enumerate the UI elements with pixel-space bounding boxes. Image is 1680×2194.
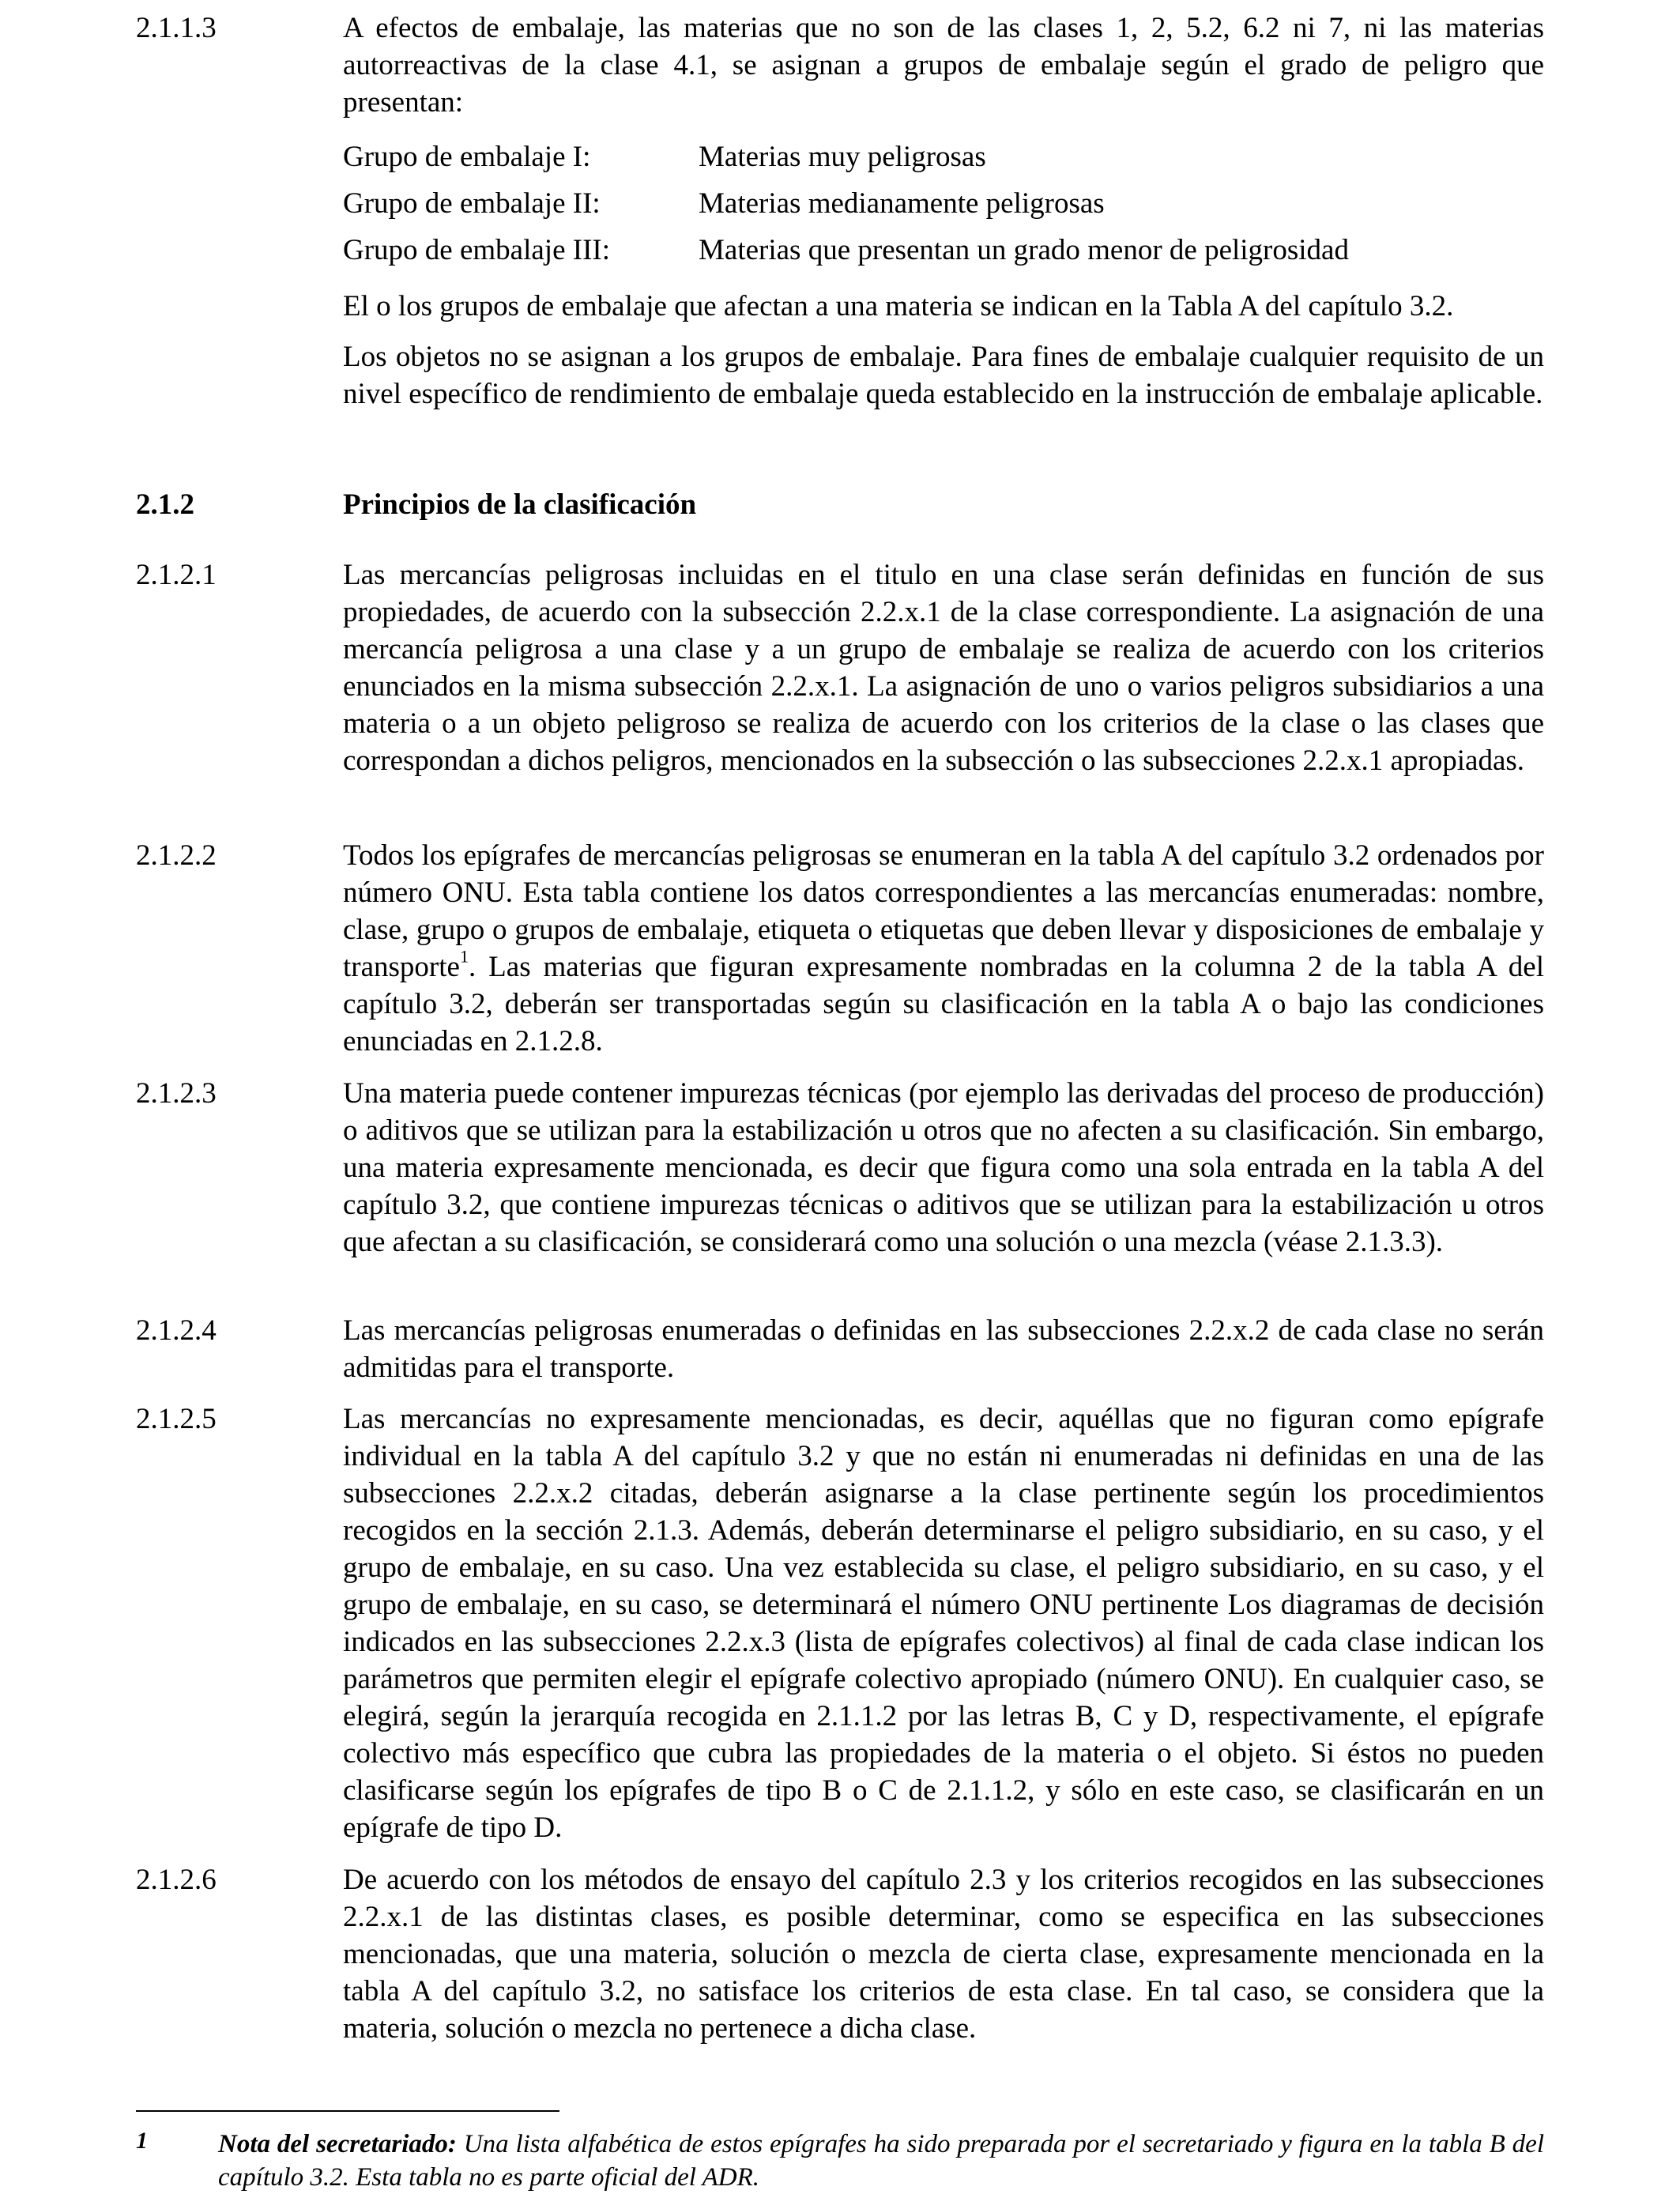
- section-2113-p3: Los objetos no se asignan a los grupos de embalaje. Para fines de embalaje cualquier requisito de un nivel específico de rendimiento de embalaje queda establecido en la instrucción de embalaje aplicable.: [343, 341, 1544, 410]
- packing-group-desc: Materias medianamente peligrosas: [699, 187, 1105, 220]
- footnote-lead: Nota del secretariado:: [218, 2130, 457, 2158]
- section-number-2124: 2.1.2.4: [136, 1314, 217, 1347]
- section-number-2126: 2.1.2.6: [136, 1864, 217, 1896]
- footnote-reference[interactable]: 1: [459, 946, 469, 967]
- footnote-mark: 1: [136, 2128, 148, 2154]
- section-2113-intro: A efectos de embalaje, las materias que no son de las clases 1, 2, 5.2, 6.2 ni 7, ni las materias autorreactivas de la clase 4.1, se asignan a grupos de embalaje según el grado de peligro que presentan:: [343, 12, 1544, 119]
- section-number-2122: 2.1.2.2: [136, 839, 217, 872]
- packing-group-desc: Materias muy peligrosas: [699, 141, 986, 173]
- section-2121-text: Las mercancías peligrosas incluidas en el titulo en una clase serán definidas en función de sus propiedades, de acuerdo con la subsección 2.2.x.1 de la clase correspondiente. La asignación de una mercancía peligrosa a una clase y a un grupo de embalaje se realiza de acuerdo con los criterios enunciados en la misma subsección 2.2.x.1. La asignación de uno o varios peligros subsidiarios a una materia o a un objeto peligroso se realiza de acuerdo con los criterios de la clase o las clases que correspondan a dichos peligros, mencionados en la subsección o las subsecciones 2.2.x.1 apropiadas.: [343, 559, 1544, 777]
- section-number-2121: 2.1.2.1: [136, 559, 217, 591]
- section-212-title: Principios de la clasificación: [343, 488, 697, 521]
- section-2124-text: Las mercancías peligrosas enumeradas o definidas en las subsecciones 2.2.x.2 de cada clase no serán admitidas para el transporte.: [343, 1314, 1544, 1384]
- section-2113-p2: El o los grupos de embalaje que afectan a una materia se indican en la Tabla A del capítulo 3.2.: [343, 290, 1454, 322]
- packing-group-desc: Materias que presentan un grado menor de peligrosidad: [699, 234, 1349, 266]
- section-number-2125: 2.1.2.5: [136, 1403, 217, 1435]
- footnote-text: [218, 2128, 1544, 2194]
- section-number-2113: 2.1.1.3: [136, 12, 217, 44]
- section-2122-text-b: . Las materias que figuran expresamente nombradas en la columna 2 de la tabla A del capítulo 3.2, deberán ser transportadas según su clasificación en la tabla A o bajo las condiciones enunciadas en 2.1.2.8.: [343, 951, 1544, 1057]
- packing-group-label: Grupo de embalaje I:: [343, 141, 591, 173]
- section-number-212: 2.1.2: [136, 488, 194, 521]
- section-2126-text: De acuerdo con los métodos de ensayo del capítulo 2.3 y los criterios recogidos en las subsecciones 2.2.x.1 de las distintas clases, es posible determinar, como se especifica en las subsecciones mencionadas, que una materia, solución o mezcla de cierta clase, expresamente mencionada en la tabla A del capítulo 3.2, no satisface los criterios de esta clase. En tal caso, se considera que la materia, solución o mezcla no pertenece a dicha clase.: [343, 1864, 1544, 2045]
- section-2123-text: Una materia puede contener impurezas técnicas (por ejemplo las derivadas del proceso de producción) o aditivos que se utilizan para la estabilización u otros que no afecten a su clasificación. Sin embargo, una materia expresamente mencionada, es decir que figura como una sola entrada en la tabla A del capítulo 3.2, que contiene impurezas técnicas o aditivos que se utilizan para la estabilización u otros que afectan a su clasificación, se considerará como una solución o una mezcla (véase 2.1.3.3).: [343, 1077, 1544, 1258]
- footnote-body: Una lista alfabética de estos epígrafes ha sido preparada por el secretariado y figura en la tabla B del capítulo 3.2. Esta tabla no es parte oficial del ADR.: [218, 2130, 1545, 2192]
- packing-group-label: Grupo de embalaje III:: [343, 234, 610, 266]
- section-2122-text-a: Todos los epígrafes de mercancías peligrosas se enumeran en la tabla A del capítulo 3.2 ordenados por número ONU. Esta tabla contiene los datos correspondientes a las mercancías enumeradas: nombre, clase, grupo o grupos de embalaje, etiqueta o etiquetas que deben llevar y disposiciones de embalaje y transporte: [343, 839, 1544, 983]
- packing-group-label: Grupo de embalaje II:: [343, 187, 601, 220]
- section-number-2123: 2.1.2.3: [136, 1077, 217, 1110]
- footnote-separator: [136, 2110, 559, 2112]
- section-2125-text: Las mercancías no expresamente mencionadas, es decir, aquéllas que no figuran como epígrafe individual en la tabla A del capítulo 3.2 y que no están ni enumeradas ni definidas en una de las subsecciones 2.2.x.2 citadas, deberán asignarse a la clase pertinente según los procedimientos recogidos en la sección 2.1.3. Además, deberán determinarse el peligro subsidiario, en su caso, y el grupo de embalaje, en su caso. Una vez establecida su clase, el peligro subsidiario, en su caso, y el grupo de embalaje, en su caso, se determinará el número ONU pertinente Los diagramas de decisión indicados en las subsecciones 2.2.x.3 (lista de epígrafes colectivos) al final de cada clase indican los parámetros que permiten elegir el epígrafe colectivo apropiado (número ONU). En cualquier caso, se elegirá, según la jerarquía recogida en 2.1.1.2 por las letras B, C y D, respectivamente, el epígrafe colectivo más específico que cubra las propiedades de la materia o el objeto. Si éstos no pueden clasificarse según los epígrafes de tipo B o C de 2.1.1.2, y sólo en este caso, se clasificarán en un epígrafe de tipo D.: [343, 1403, 1544, 1844]
- section-2122-text: [343, 837, 1544, 1060]
